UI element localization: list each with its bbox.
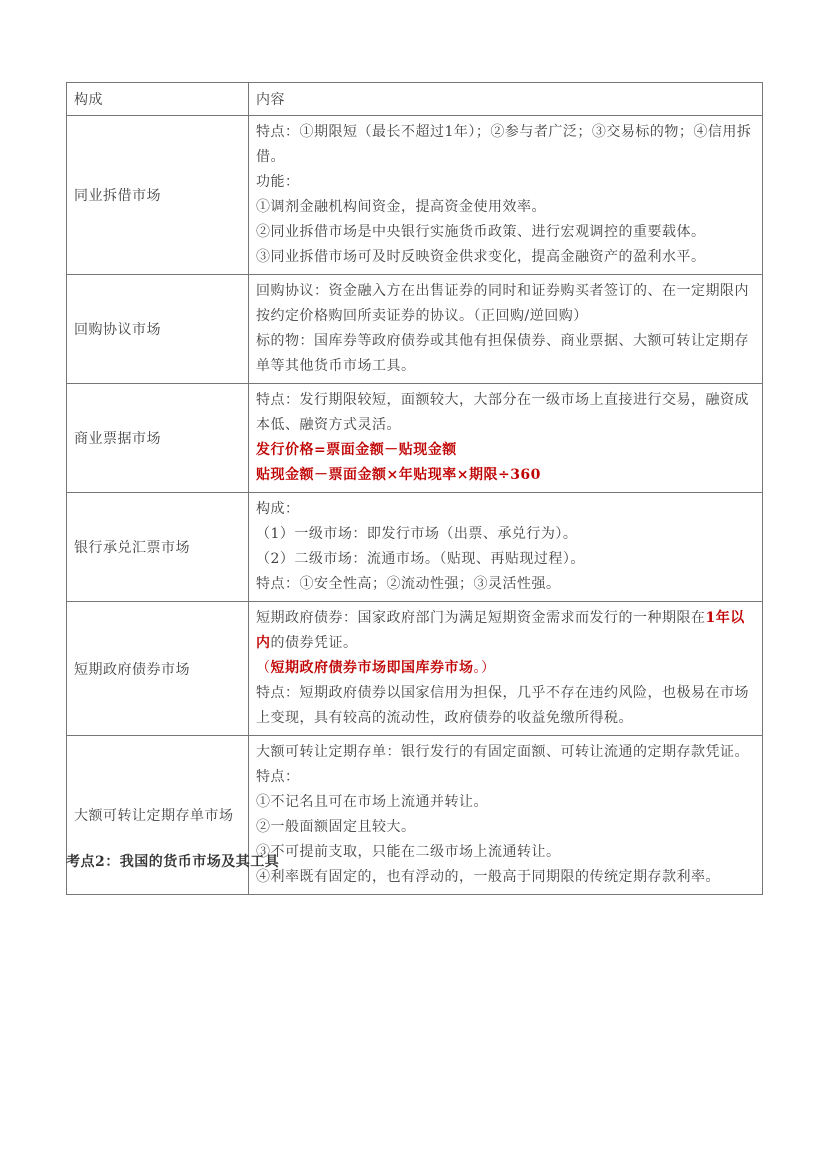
content-cell bbox=[249, 384, 763, 493]
plain-text: ④利率既有固定的，也有浮动的，一般高于同期限的传统定期存款利率。 bbox=[256, 869, 720, 885]
highlighted-text: 短期政府债券市场即国库券市场 bbox=[270, 660, 474, 676]
plain-text: 特点：发行期限较短，面额较大，大部分在一级市场上直接进行交易，融资成本低、融资方式灵活。 bbox=[256, 392, 749, 433]
market-name-cell: 大额可转让定期存单市场 bbox=[67, 736, 249, 895]
highlighted-text: （ bbox=[256, 660, 271, 676]
content-paragraph bbox=[256, 681, 755, 731]
plain-text: ②同业拆借市场是中央银行实施货币政策、进行宏观调控的重要载体。 bbox=[256, 224, 706, 240]
plain-text: ②一般面额固定且较大。 bbox=[256, 819, 416, 835]
table-header-row bbox=[67, 83, 763, 116]
table-row bbox=[67, 275, 763, 384]
content-paragraph bbox=[256, 547, 755, 572]
table-row bbox=[67, 602, 763, 736]
market-name-cell: 同业拆借市场 bbox=[67, 116, 249, 275]
content-paragraph bbox=[256, 279, 755, 329]
content-paragraph bbox=[256, 572, 755, 597]
plain-text: 特点： bbox=[256, 769, 300, 785]
next-section-heading: 考点2：我国的货币市场及其工具 bbox=[66, 854, 280, 870]
plain-text: ③同业拆借市场可及时反映资金供求变化，提高金融资产的盈利水平。 bbox=[256, 249, 706, 265]
content-paragraph bbox=[256, 497, 755, 522]
plain-text: ①调剂金融机构间资金，提高资金使用效率。 bbox=[256, 199, 546, 215]
content-paragraph bbox=[256, 606, 755, 656]
highlighted-text: 。） bbox=[473, 660, 496, 676]
table-row bbox=[67, 493, 763, 602]
content-paragraph bbox=[256, 790, 755, 815]
market-name-cell: 短期政府债券市场 bbox=[67, 602, 249, 736]
highlighted-text: 1年以内 bbox=[256, 610, 745, 651]
content-paragraph bbox=[256, 220, 755, 245]
content-cell bbox=[249, 275, 763, 384]
plain-text: 特点：①期限短（最长不超过1年）；②参与者广泛；③交易标的物；④信用拆借。 bbox=[256, 124, 752, 165]
plain-text: ③不可提前支取，只能在二级市场上流通转让。 bbox=[256, 844, 561, 860]
money-market-table bbox=[66, 82, 763, 895]
plain-text: 的债券凭证。 bbox=[270, 635, 358, 651]
highlighted-text: 发行价格=票面金额－贴现金额 bbox=[256, 442, 457, 458]
column-header-composition: 构成 bbox=[67, 83, 249, 116]
plain-text: 特点：短期政府债券以国家信用为担保，几乎不存在违约风险，也极易在市场上变现，具有较高的流动性，政府债券的收益免缴所得税。 bbox=[256, 685, 749, 726]
table-row bbox=[67, 384, 763, 493]
table-header bbox=[67, 83, 763, 116]
plain-text: 大额可转让定期存单：银行发行的有固定面额、可转让流通的定期存款凭证。 bbox=[256, 744, 749, 760]
content-paragraph bbox=[256, 522, 755, 547]
content-paragraph bbox=[256, 740, 755, 765]
column-header-content: 内容 bbox=[249, 83, 763, 116]
content-paragraph bbox=[256, 388, 755, 438]
market-name-cell: 商业票据市场 bbox=[67, 384, 249, 493]
content-paragraph bbox=[256, 329, 755, 379]
content-paragraph bbox=[256, 765, 755, 790]
content-paragraph bbox=[256, 195, 755, 220]
plain-text: （2）二级市场：流通市场。（贴现、再贴现过程）。 bbox=[256, 551, 585, 567]
highlighted-text: 贴现金额－票面金额×年贴现率×期限÷360 bbox=[256, 467, 541, 483]
content-paragraph bbox=[256, 463, 755, 488]
content-cell bbox=[249, 493, 763, 602]
content-paragraph bbox=[256, 438, 755, 463]
plain-text: 标的物：国库券等政府债券或其他有担保债券、商业票据、大额可转让定期存单等其他货币市场工具。 bbox=[256, 333, 749, 374]
content-paragraph bbox=[256, 170, 755, 195]
content-paragraph bbox=[256, 120, 755, 170]
plain-text: 功能： bbox=[256, 174, 300, 190]
content-cell bbox=[249, 736, 763, 895]
plain-text: ①不记名且可在市场上流通并转让。 bbox=[256, 794, 488, 810]
market-name-cell: 银行承兑汇票市场 bbox=[67, 493, 249, 602]
content-paragraph bbox=[256, 245, 755, 270]
plain-text: 短期政府债券：国家政府部门为满足短期资金需求而发行的一种期限在 bbox=[256, 610, 706, 626]
plain-text: （1）一级市场：即发行市场（出票、承兑行为）。 bbox=[256, 526, 578, 542]
plain-text: 构成： bbox=[256, 501, 300, 517]
plain-text: 回购协议：资金融入方在出售证券的同时和证券购买者签订的、在一定期限内按约定价格购回所卖证券的协议。（正回购/逆回购） bbox=[256, 283, 749, 324]
content-paragraph bbox=[256, 815, 755, 840]
plain-text: 特点：①安全性高；②流动性强；③灵活性强。 bbox=[256, 576, 561, 592]
table-body bbox=[67, 116, 763, 895]
market-name-cell: 回购协议市场 bbox=[67, 275, 249, 384]
content-cell bbox=[249, 602, 763, 736]
content-paragraph bbox=[256, 840, 755, 865]
table-row bbox=[67, 116, 763, 275]
content-paragraph bbox=[256, 865, 755, 890]
content-cell bbox=[249, 116, 763, 275]
content-paragraph bbox=[256, 656, 755, 681]
